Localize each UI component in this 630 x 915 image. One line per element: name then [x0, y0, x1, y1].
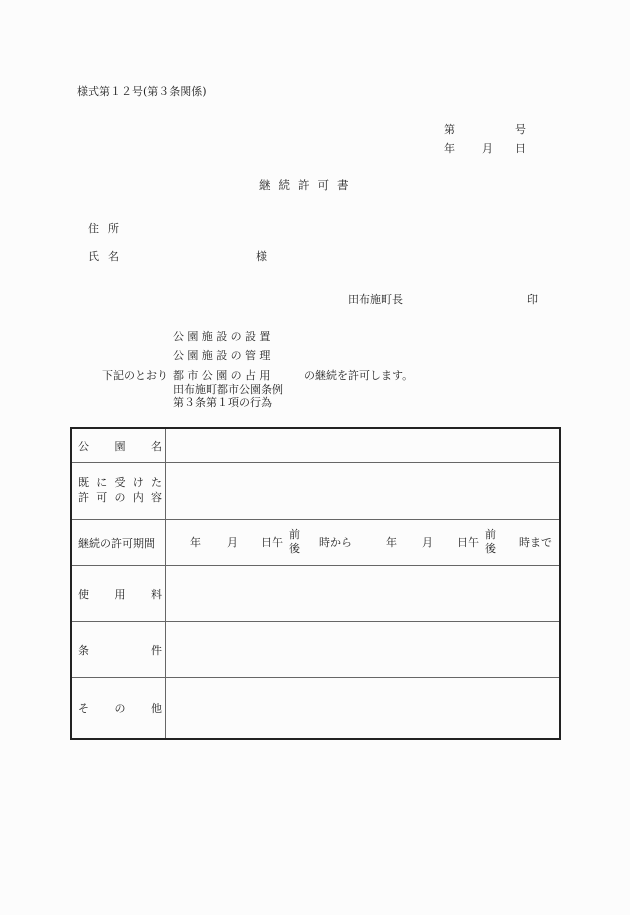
- table-row-usage-fee: [72, 566, 559, 622]
- sentence-prefix: 下記のとおり: [102, 369, 168, 382]
- label-char: 料: [151, 587, 162, 601]
- previous-permit-field[interactable]: [166, 463, 559, 519]
- continuation-period-label: 継続の許可期間: [78, 536, 155, 550]
- to-day-label: 日: [457, 536, 468, 549]
- purpose-option-installation: 公園施設の設置: [173, 330, 274, 343]
- park-name-field[interactable]: [166, 429, 559, 462]
- conditions-field[interactable]: [166, 622, 559, 677]
- table-row-conditions: [72, 622, 559, 678]
- date-month-label: 月: [482, 142, 493, 155]
- sentence-suffix: の継続を許可します。: [304, 369, 414, 382]
- usage-fee-field[interactable]: [166, 566, 559, 621]
- label-char: の: [114, 702, 126, 715]
- continuation-period-field[interactable]: [166, 520, 559, 565]
- legal-basis-line-1: 田布施町都市公園条例: [173, 383, 283, 396]
- label-char: 公: [78, 439, 89, 453]
- to-time-suffix: 時まで: [519, 536, 552, 549]
- from-am-option[interactable]: 前: [289, 528, 300, 541]
- permit-details-table: [70, 427, 561, 740]
- table-row-continuation-period: [72, 520, 559, 566]
- previous-permit-label: [78, 475, 162, 505]
- form-number: 様式第１２号(第３条関係): [77, 85, 207, 98]
- to-year-label: 年: [386, 536, 397, 549]
- table-row-other: [72, 678, 559, 738]
- conditions-label: [78, 622, 162, 677]
- label-char: そ: [78, 702, 89, 715]
- previous-permit-label-line-1: 既 に 受 け た: [78, 476, 162, 489]
- document-number-label: 第: [444, 123, 455, 136]
- purpose-option-management: 公園施設の管理: [173, 349, 274, 362]
- table-row-park-name: [72, 429, 559, 463]
- label-char: 用: [114, 587, 126, 601]
- document-title: 継続許可書: [259, 178, 357, 192]
- label-char: 園: [114, 439, 126, 453]
- honorific: 様: [256, 250, 267, 263]
- label-char: 件: [151, 643, 162, 657]
- to-am-option[interactable]: 前: [485, 528, 496, 541]
- document-number-suffix: 号: [515, 123, 526, 136]
- other-label: [78, 678, 162, 738]
- address-label: 住所: [88, 222, 128, 235]
- park-name-label: [78, 429, 162, 462]
- from-pm-option[interactable]: 後: [289, 542, 300, 555]
- from-noon-label: 午: [272, 536, 283, 549]
- label-char: 条: [78, 643, 89, 657]
- usage-fee-label: [78, 566, 162, 621]
- purpose-option-occupancy: 都市公園の占用: [173, 369, 274, 382]
- issuer-name: 田布施町長: [348, 293, 403, 306]
- other-field[interactable]: [166, 678, 559, 738]
- from-month-label: 月: [227, 536, 238, 549]
- to-pm-option[interactable]: 後: [485, 542, 496, 555]
- table-row-previous-permit: [72, 463, 559, 520]
- to-noon-label: 午: [468, 536, 479, 549]
- date-day-label: 日: [515, 142, 526, 155]
- from-day-label: 日: [261, 536, 272, 549]
- to-month-label: 月: [422, 536, 433, 549]
- legal-basis-line-2: 第３条第１項の行為: [173, 396, 272, 409]
- date-year-label: 年: [444, 142, 455, 155]
- name-label: 氏名: [88, 250, 128, 263]
- from-time-suffix: 時から: [319, 536, 352, 549]
- seal-mark: 印: [527, 293, 538, 306]
- label-char: 名: [151, 439, 162, 453]
- from-year-label: 年: [190, 536, 201, 549]
- label-char: 使: [78, 587, 89, 601]
- label-char: 他: [151, 702, 162, 715]
- previous-permit-label-line-2: 許 可 の 内 容: [78, 491, 162, 504]
